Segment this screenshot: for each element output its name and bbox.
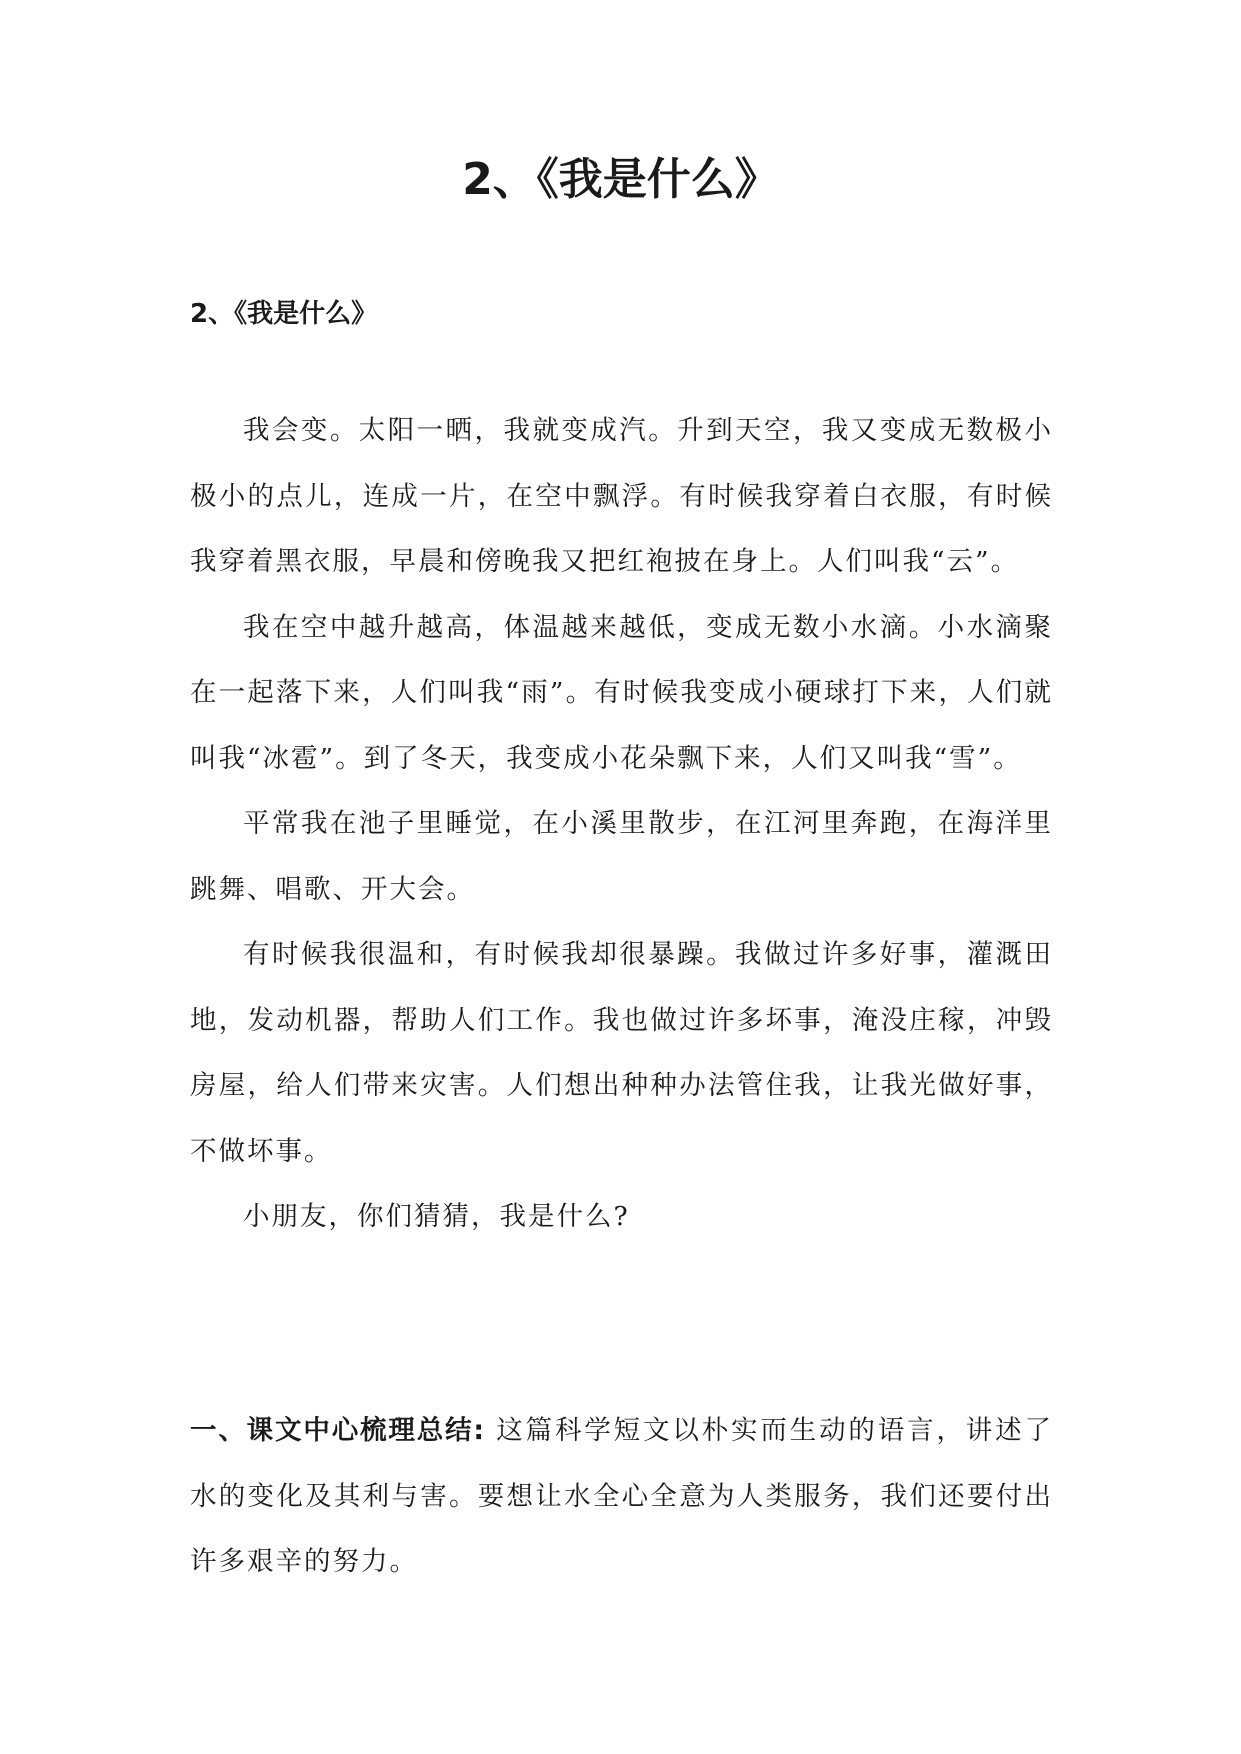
summary-paragraph bbox=[190, 1398, 1053, 1595]
story-text bbox=[190, 398, 1053, 1250]
story-paragraph-5: 小朋友，你们猜猜，我是什么? bbox=[243, 1201, 630, 1232]
summary-text: 这篇科学短文以朴实而生动的语言，讲述了水的变化及其利与害。要想让水全心全意为人类服务，我们还要付出许多艰辛的努力。 bbox=[190, 1415, 1053, 1577]
section-heading: 2、《我是什么》 bbox=[190, 299, 378, 329]
page-title: 2、《我是什么》 bbox=[462, 154, 779, 205]
story-paragraph-1: 我会变。太阳一晒，我就变成汽。升到天空，我又变成无数极小极小的点儿，连成一片，在空中飘浮。有时候我穿着白衣服，有时候我穿着黑衣服，早晨和傍晚我又把红袍披在身上。人们叫我“云”。 bbox=[190, 415, 1053, 577]
story-paragraph-4: 有时候我很温和，有时候我却很暴躁。我做过许多好事，灌溉田地，发动机器，帮助人们工作。我也做过许多坏事，淹没庄稼，冲毁房屋，给人们带来灾害。人们想出种种办法管住我，让我光做好事，不做坏事。 bbox=[190, 939, 1053, 1167]
summary-section bbox=[190, 1398, 1053, 1595]
summary-label: 一、课文中心梳理总结: bbox=[190, 1415, 486, 1446]
story-paragraph-3: 平常我在池子里睡觉，在小溪里散步，在江河里奔跑，在海洋里跳舞、唱歌、开大会。 bbox=[190, 808, 1053, 905]
story-paragraph-2: 我在空中越升越高，体温越来越低，变成无数小水滴。小水滴聚在一起落下来，人们叫我“雨”。有时候我变成小硬球打下来，人们就叫我“冰雹”。到了冬天，我变成小花朵飘下来，人们又叫我“雪”。 bbox=[190, 611, 1053, 774]
